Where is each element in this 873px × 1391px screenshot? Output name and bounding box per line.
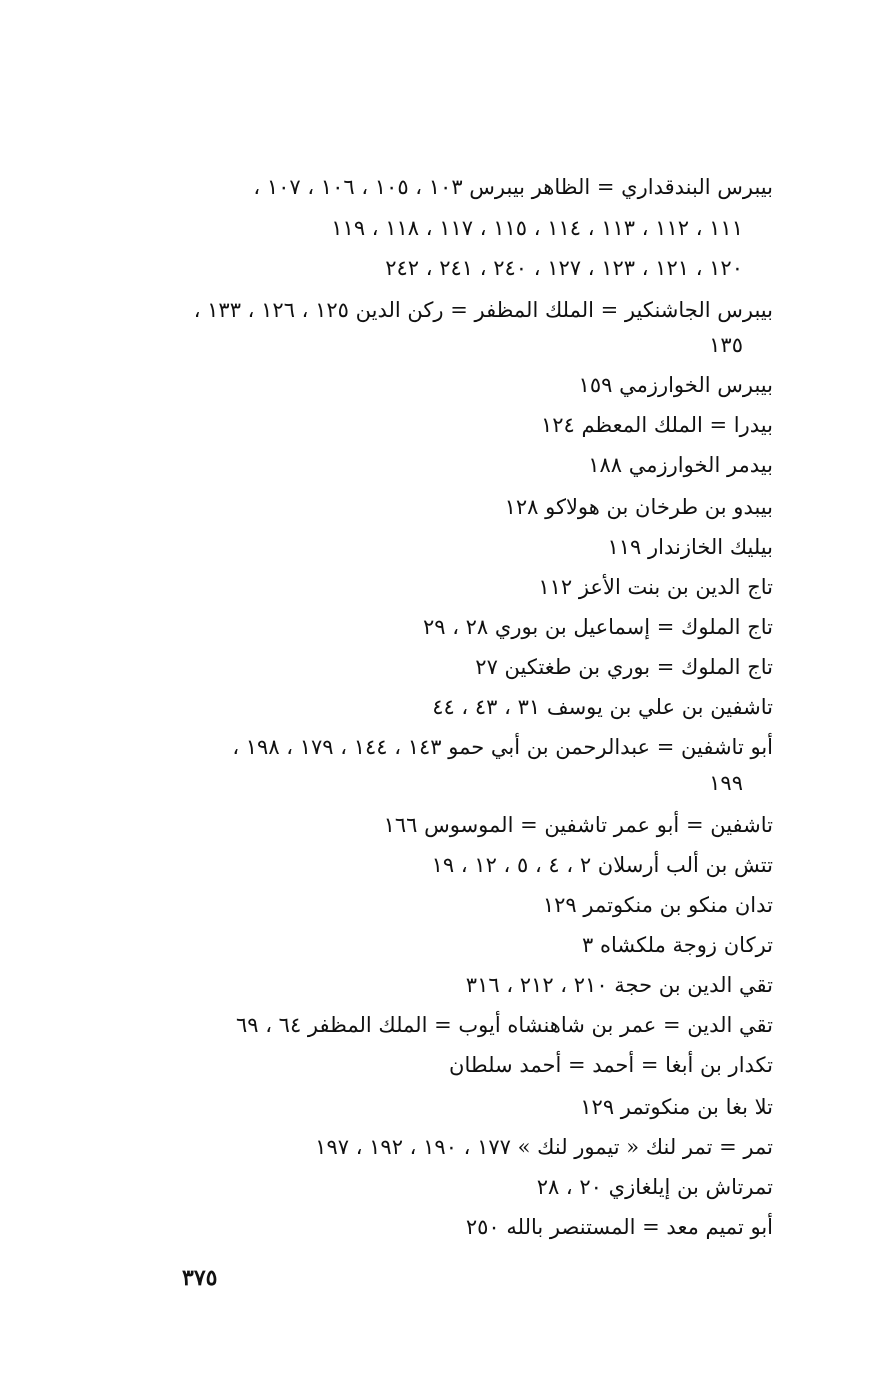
index-entry: تدان منكو بن منكوتمر ١٢٩: [542, 893, 773, 917]
index-entry: تركان زوجة ملكشاه ٣: [581, 933, 773, 957]
index-entry-continuation: ١٢٠ ، ١٢١ ، ١٢٣ ، ١٢٧ ، ٢٤٠ ، ٢٤١ ، ٢٤٢: [385, 256, 743, 280]
index-entry: تقي الدين = عمر بن شاهنشاه أيوب = الملك المظفر ٦٤ ، ٦٩: [235, 1013, 773, 1037]
index-entry: أبو تميم معد = المستنصر بالله ٢٥٠: [465, 1215, 773, 1239]
index-entry-continuation: ١٣٥: [709, 333, 743, 357]
index-entry: بيليك الخازندار ١١٩: [607, 535, 773, 559]
index-entry-continuation: ١٩٩: [709, 771, 743, 795]
index-entry: أبو تاشفين = عبدالرحمن بن أبي حمو ١٤٣ ، ١٤٤ ، ١٧٩ ، ١٩٨ ،: [232, 735, 773, 759]
index-entry: تكدار بن أبغا = أحمد = أحمد سلطان: [449, 1053, 773, 1077]
index-entry: تاشفين = أبو عمر تاشفين = الموسوس ١٦٦: [383, 813, 773, 837]
index-entry-continuation: ١١١ ، ١١٢ ، ١١٣ ، ١١٤ ، ١١٥ ، ١١٧ ، ١١٨ ، ١١٩: [331, 216, 743, 240]
index-entry: تاج الملوك = إسماعيل بن بوري ٢٨ ، ٢٩: [422, 615, 773, 639]
index-entry: بيبرس البندقداري = الظاهر بيبرس ١٠٣ ، ١٠٥ ، ١٠٦ ، ١٠٧ ،: [253, 175, 773, 199]
index-entry: بيدرا = الملك المعظم ١٢٤: [540, 413, 773, 437]
index-entry: تاج الدين بن بنت الأعز ١١٢: [538, 575, 773, 599]
page-number: ٣٧٥: [182, 1265, 218, 1291]
index-entry: بيبرس الخوارزمي ١٥٩: [578, 373, 773, 397]
index-entry: تلا بغا بن منكوتمر ١٢٩: [580, 1095, 773, 1119]
index-entry: تاشفين بن علي بن يوسف ٣١ ، ٤٣ ، ٤٤: [432, 695, 773, 719]
index-entry: بيبدو بن طرخان بن هولاكو ١٢٨: [504, 495, 773, 519]
index-entry: تاج الملوك = بوري بن طغتكين ٢٧: [475, 655, 773, 679]
index-entry: تمرتاش بن إيلغازي ٢٠ ، ٢٨: [536, 1175, 773, 1199]
index-entry: بيدمر الخوارزمي ١٨٨: [588, 453, 773, 477]
index-entry: تمر = تمر لنك « تيمور لنك » ١٧٧ ، ١٩٠ ، ١٩٢ ، ١٩٧: [315, 1135, 773, 1159]
index-entry: بيبرس الجاشنكير = الملك المظفر = ركن الدين ١٢٥ ، ١٢٦ ، ١٣٣ ،: [193, 298, 773, 322]
index-entry: تقي الدين بن حجة ٢١٠ ، ٢١٢ ، ٣١٦: [465, 973, 773, 997]
index-entry: تتش بن ألب أرسلان ٢ ، ٤ ، ٥ ، ١٢ ، ١٩: [431, 853, 773, 877]
